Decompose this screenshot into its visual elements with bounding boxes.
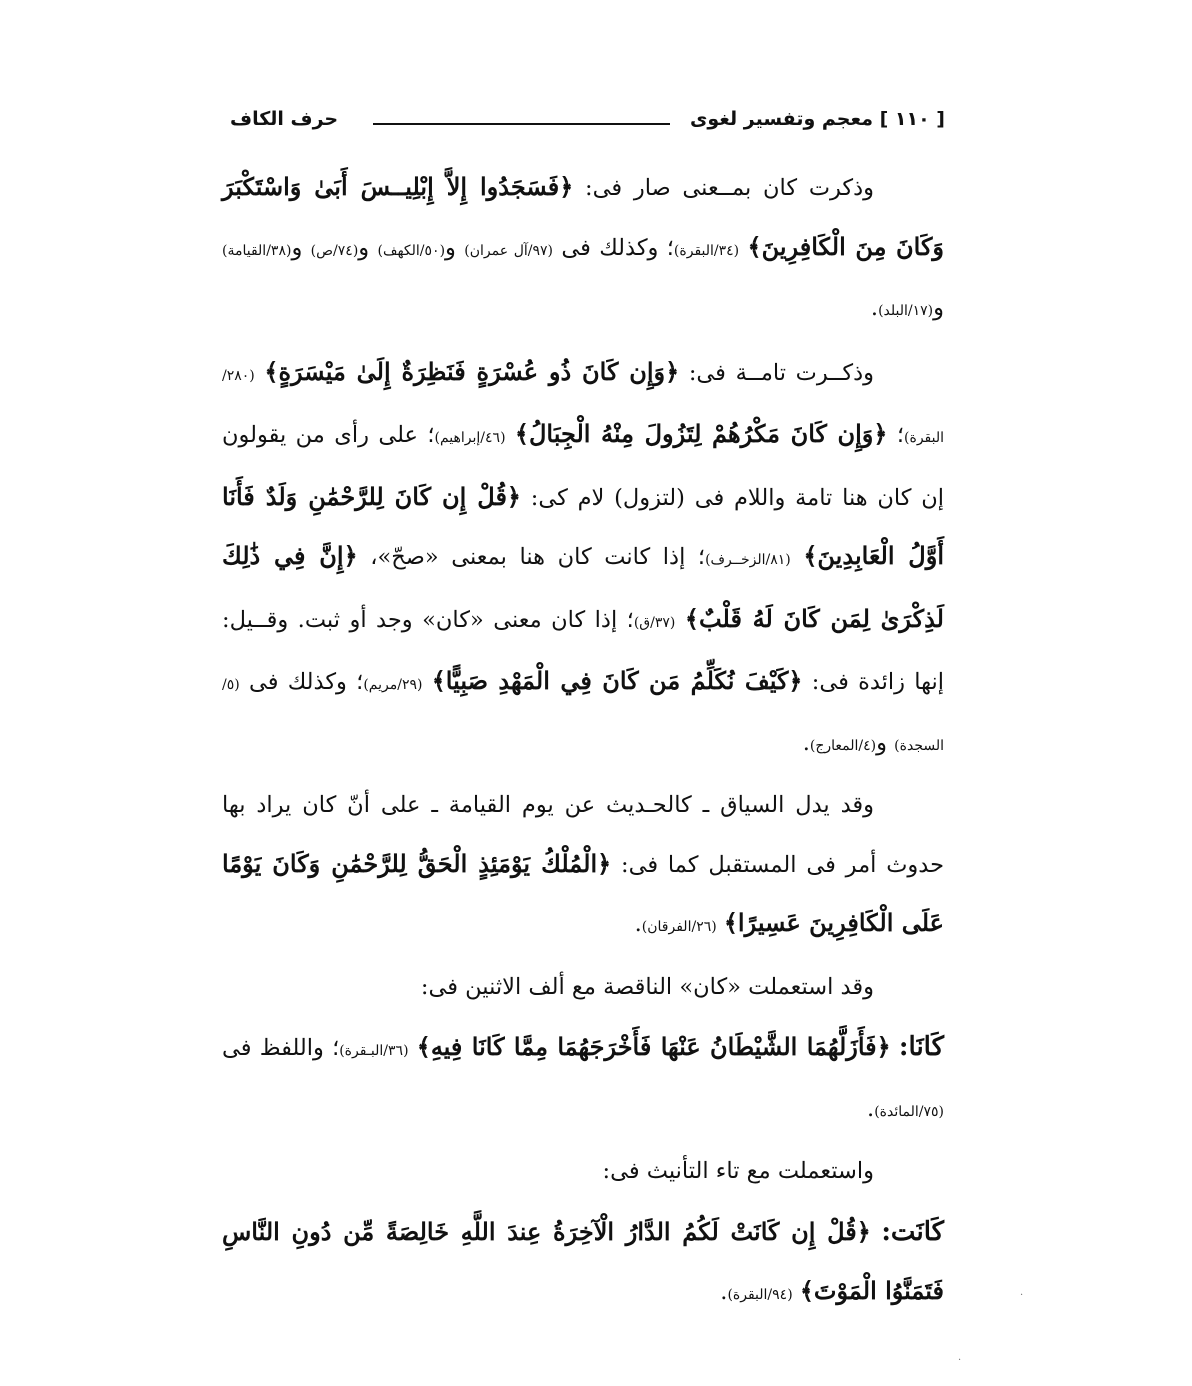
scan-speck: · — [1020, 1290, 1024, 1301]
verse-reference: (٣٤/البقرة) — [673, 242, 740, 259]
body-text — [717, 911, 724, 937]
body-text: ؛ — [887, 422, 905, 448]
verse-reference: (٥/السجدة) — [222, 677, 944, 754]
page-body — [222, 158, 944, 1325]
body-text: و — [933, 295, 944, 321]
paragraph-p1 — [222, 158, 944, 341]
body-text: ؛ وكذلك فى — [553, 234, 674, 261]
verse-reference: (٩٤/البقرة) — [727, 1287, 793, 1303]
body-text: و — [876, 729, 895, 756]
entry-word: كَانَت: — [881, 1216, 944, 1247]
verse-reference: (٢٨٠/البقرة) — [222, 367, 944, 446]
body-text: . — [870, 295, 879, 321]
verse-reference: (٧٤/ص) — [310, 242, 359, 259]
body-text: ؛ وكذلك فى — [239, 669, 364, 695]
verse-reference: (٢٩/مريم) — [363, 677, 423, 693]
paragraph-p6 — [222, 1143, 944, 1201]
body-text: ؛ إذا كانت كان هنا بمعنى «صحّ»، — [357, 544, 706, 570]
body-text — [255, 360, 265, 386]
verse-reference: (١٧/البلد) — [878, 303, 934, 319]
body-text: ؛ على رأى من يقولون إن كان هنا تامة واللام فى (لتزول) لام كى: — [222, 422, 945, 511]
verse-reference: (٨١/الزخــرف) — [705, 552, 791, 568]
body-text: وقد يدل السياق ـ كالحـديث عن يوم القيامة ـ على أنّ كان يراد بها حدوث أمر فى المستقبل كما فى: — [222, 792, 944, 878]
body-text: . — [867, 1095, 875, 1122]
quran-verse: ﴿فَأَزَلَّهُمَا الشَّيْطَانُ عَنْهَا فَأَخْرَجَهُمَا مِمَّا كَانَا فِيهِ﴾ — [416, 1032, 891, 1061]
quran-verse: ﴿وَإِن كَانَ ذُو عُسْرَةٍ فَنَظِرَةٌ إِلَىٰ مَيْسَرَةٍ﴾ — [264, 356, 680, 386]
body-text — [871, 1220, 881, 1246]
paragraph-p3 — [222, 777, 944, 957]
scan-speck: · — [958, 1355, 962, 1366]
verse-reference: (٣٧/ق) — [633, 614, 676, 631]
quran-verse: ﴿الْمُلْكُ يَوْمَئِذٍ الْحَقُّ لِلرَّحْمَٰنِ وَكَانَ يَوْمًا عَلَى الْكَافِرِينَ عَسِيرًا﴾ — [222, 848, 944, 937]
body-text — [422, 669, 431, 695]
verse-reference: (٣٨/القيامة) — [222, 242, 292, 259]
page-title: [ ١١٠ ] معجم وتفسير لغوى — [689, 108, 945, 130]
quran-verse: ﴿إِنَّ فِي ذَٰلِكَ لَذِكْرَىٰ لِمَن كَانَ لَهُ قَلْبٌ﴾ — [222, 541, 944, 633]
verse-reference: (٧٥/المائدة) — [874, 1103, 944, 1120]
header-rule — [373, 123, 670, 125]
body-text: و — [445, 234, 465, 261]
section-title: حرف الكاف — [230, 108, 339, 130]
verse-reference: (٤٦/إبراهيم) — [434, 430, 506, 446]
quran-verse: ﴿كَيْفَ نُكَلِّمُ مَن كَانَ فِي الْمَهْدِ صَبِيًّا﴾ — [431, 666, 803, 695]
body-text — [675, 607, 684, 633]
verse-reference: (٤/المعارج) — [809, 737, 877, 754]
quran-verse: ﴿فَسَجَدُوا إِلاَّ إِبْلِيــسَ أَبَىٰ وَاسْتَكْبَرَ وَكَانَ مِنَ الْكَافِرِينَ﴾ — [222, 172, 944, 261]
body-text: واستعملت مع تاء التأنيث فى: — [602, 1158, 874, 1184]
body-text — [791, 544, 804, 570]
paragraph-p4 — [222, 959, 944, 1017]
body-text — [739, 235, 747, 261]
body-text: و — [291, 234, 311, 261]
verse-reference: (٢٦/الفرقان) — [641, 919, 717, 935]
body-text — [409, 1035, 417, 1061]
quran-verse: ﴿قُلْ إِن كَانَ لِلرَّحْمَٰنِ وَلَدٌ فَأَنَا أَوَّلُ الْعَابِدِينَ﴾ — [222, 481, 944, 570]
body-text: و — [358, 234, 378, 261]
body-text: ؛ إذا كان معنى «كان» وجد أو ثبت. وقــيل: إنها زائدة فى: — [222, 606, 945, 695]
body-text — [506, 422, 515, 448]
body-text — [793, 1279, 800, 1305]
body-text: وذكرت كان بمــعنى صار فى: — [573, 175, 875, 201]
verse-reference: (٥٠/الكهف) — [377, 242, 446, 259]
entry-word: كَانَا: — [898, 1032, 944, 1062]
body-text: ؛ واللفظ فى — [222, 1035, 340, 1061]
body-text: . — [720, 1279, 728, 1305]
body-text: . — [634, 911, 642, 937]
body-text: وذكــرت تامــة فى: — [679, 359, 875, 386]
body-text: وقد استعملت «كان» الناقصة مع ألف الاثنين فى: — [420, 973, 874, 1000]
verse-reference: (٩٧/آل عمران) — [464, 242, 553, 259]
quran-verse: ﴿وَإِن كَانَ مَكْرُهُمْ لِتَزُولَ مِنْهُ الْجِبَالُ﴾ — [514, 419, 888, 448]
paragraph-p2 — [222, 343, 944, 776]
body-text — [891, 1035, 899, 1061]
quran-verse: ﴿قُلْ إِن كَانَتْ لَكُمُ الدَّارُ الْآخِرَةُ عِندَ اللَّهِ خَالِصَةً مِّن دُونِ النَّاسِ فَتَمَنَّوُا الْمَوْتَ﴾ — [222, 1216, 944, 1305]
paragraph-p7 — [222, 1203, 944, 1325]
paragraph-p5 — [222, 1018, 944, 1141]
verse-reference: (٣٦/البـقرة) — [339, 1043, 409, 1059]
page-header — [230, 108, 945, 142]
body-text: . — [802, 729, 810, 756]
